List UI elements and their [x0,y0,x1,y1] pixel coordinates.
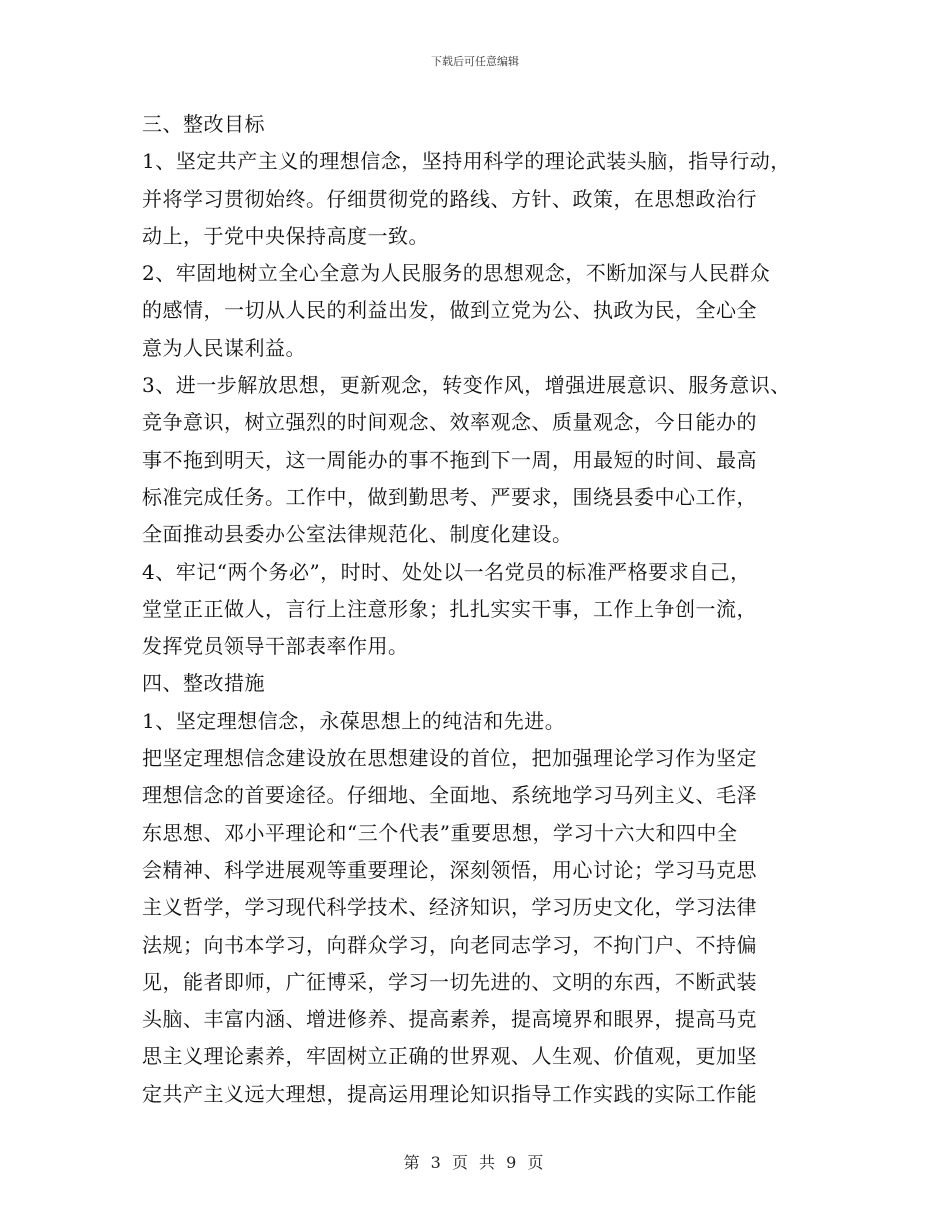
text-line: 标准完成任务。工作中，做到勤思考、严要求，围绕县委中心工作， [142,484,757,509]
text-line: 的感情，一切从人民的利益出发，做到立党为公、执政为民，全心全 [142,298,757,323]
text-line: 见，能者即师，广征博采，学习一切先进的、文明的东西，不断武装 [142,969,757,994]
text-line: 法规；向书本学习，向群众学习，向老同志学习，不拘门户、不持偏 [142,932,757,957]
text-line: 东思想、邓小平理论和“三个代表”重要思想，学习十六大和四中全 [142,820,738,845]
text-line: 发挥党员领导干部表率作用。 [142,634,409,659]
text-line: 三、整改目标 [142,112,265,136]
text-line: 把坚定理想信念建设放在思想建设的首位，把加强理论学习作为坚定 [142,746,757,771]
text-line: 并将学习贯彻始终。仔细贯彻党的路线、方针、政策，在思想政治行 [142,186,757,211]
text-line: 1、坚定理想信念，永葆思想上的纯洁和先进。 [142,708,566,733]
text-line: 竞争意识，树立强烈的时间观念、效率观念、质量观念，今日能办的 [142,410,757,435]
text-line: 全面推动县委办公室法律规范化、制度化建设。 [142,522,573,547]
text-line: 四、整改措施 [142,671,265,696]
text-line: 理想信念的首要途径。仔细地、全面地、系统地学习马列主义、毛泽 [142,783,757,808]
text-line: 会精神、科学进展观等重要理论，深刻领悟，用心讨论；学习马克思 [142,857,757,882]
text-line: 动上，于党中央保持高度一致。 [142,223,429,248]
text-line: 定共产主义远大理想，提高运用理论知识指导工作实践的实际工作能 [142,1081,757,1106]
text-line: 头脑、丰富内涵、增进修养、提高素养，提高境界和眼界，提高马克 [142,1007,757,1032]
text-line: 堂堂正正做人，言行上注意形象；扎扎实实干事，工作上争创一流， [142,596,757,621]
page-header: 下载后可任意编辑 [431,55,519,68]
text-line: 2、牢固地树立全心全意为人民服务的思想观念，不断加深与人民群众 [142,261,771,286]
text-line: 事不拖到明天，这一周能办的事不拖到下一周，用最短的时间、最高 [142,447,757,472]
text-line: 3、进一步解放思想，更新观念，转变作风，增强进展意识、服务意识、 [142,373,791,398]
text-line: 1、坚定共产主义的理想信念，坚持用科学的理论武装头脑，指导行动， [142,149,791,174]
page-footer: 第 3 页 共 9 页 [403,1153,547,1172]
text-line: 思主义理论素养，牢固树立正确的世界观、人生观、价值观，更加坚 [142,1044,757,1069]
text-line: 4、牢记“两个务必”，时时、处处以一名党员的标准严格要求自己， [142,559,751,584]
text-line: 意为人民谋利益。 [142,335,306,360]
text-line: 主义哲学，学习现代科学技术、经济知识，学习历史文化，学习法律 [142,895,757,920]
body-text [142,106,832,1113]
